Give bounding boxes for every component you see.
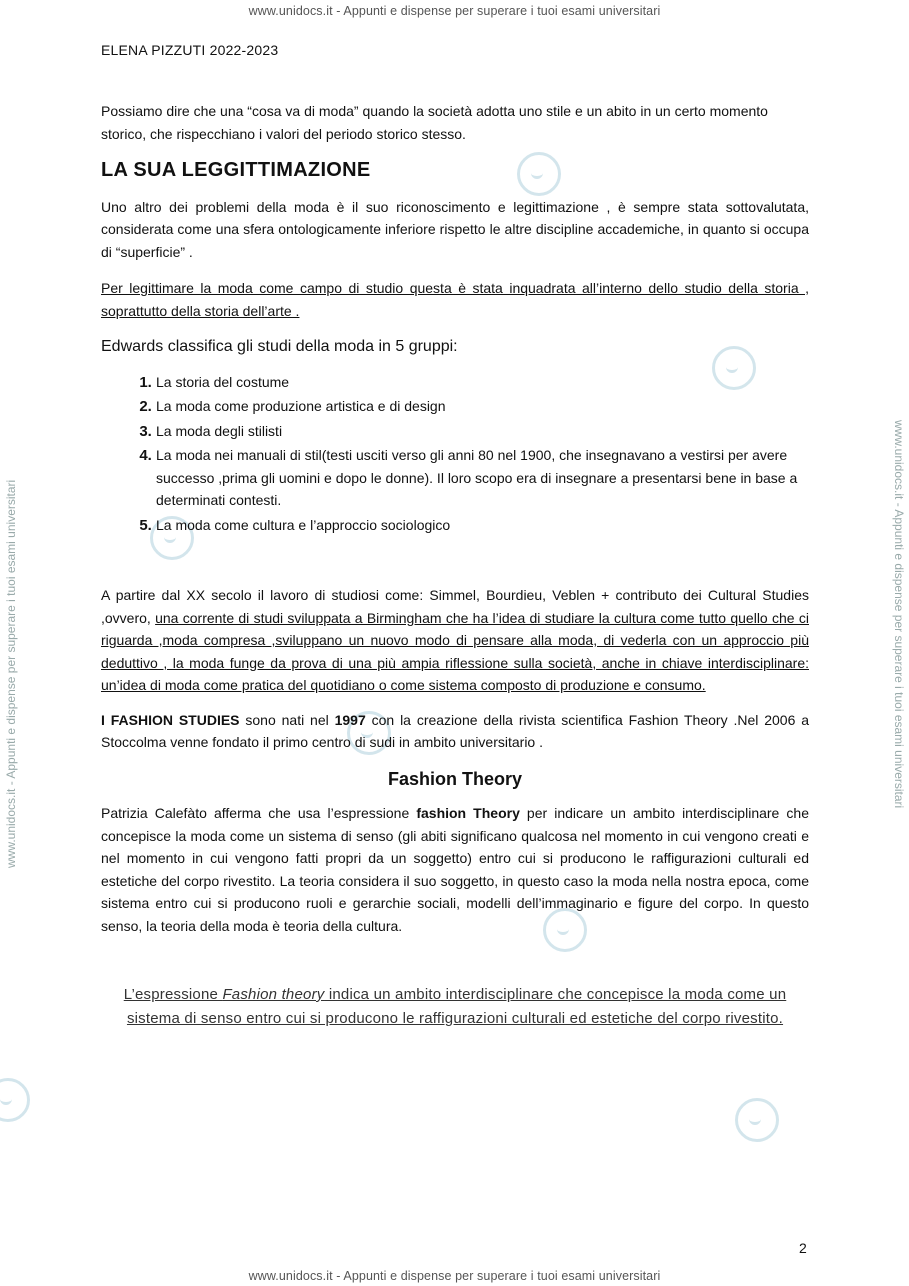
intro-paragraph: Possiamo dire che una “cosa va di moda” quando la società adotta uno stile e un abito in un certo momento storico, che rispecchiano i valori del periodo storico stesso.: [101, 103, 768, 142]
unidocs-logo-icon: [0, 1078, 30, 1122]
cultural-studies-underlined: una corrente di studi sviluppata a Birmingham che ha l’idea di studiare la cultura come tutto quello che ci riguarda ,moda compresa ,sviluppano un nuovo modo di pensare alla moda, di vederla con un approccio più deduttivo , la moda funge da prova di una più ampia riflessione sulla società, anche in chiave interdisciplinare: un’idea di moda come pratica del quotidiano o come sistema composto di produzione e consumo.: [101, 609, 809, 693]
watermark-left: www.unidocs.it - Appunti e dispense per superare i tuoi esami universitari: [4, 479, 18, 868]
page-content: [101, 100, 809, 1031]
quote-text: L’espressione: [123, 986, 223, 1003]
document-header: ELENA PIZZUTI 2022-2023: [101, 42, 279, 58]
section-heading-fashion-theory: Fashion Theory: [387, 768, 522, 789]
cultural-studies-paragraph: [101, 584, 809, 697]
page-number: 2: [799, 1240, 807, 1256]
unidocs-logo-icon: [735, 1098, 779, 1142]
fashion-studies-paragraph: [101, 709, 809, 754]
theory-text: Patrizia Calefàto afferma che usa l’espressione: [101, 805, 417, 821]
watermark-right: www.unidocs.it - Appunti e dispense per superare i tuoi esami universitari: [892, 420, 906, 809]
list-item: 2. La moda come produzione artistica e di design: [156, 395, 809, 418]
quote-italic: Fashion theory: [222, 986, 325, 1003]
watermark-bottom: www.unidocs.it - Appunti e dispense per superare i tuoi esami universitari: [248, 1269, 661, 1283]
underlined-paragraph: Per legittimare la moda come campo di studio questa è stata inquadrata all’interno dello studio della storia , soprattutto della storia dell’arte .: [101, 280, 809, 319]
fashion-studies-text: sono nati nel: [239, 711, 335, 728]
year-bold: 1997: [334, 711, 366, 728]
fashion-studies-text-2: con la creazione della rivista scientifica Fashion Theory .Nel 2006 a Stoccolma venne fondato il primo centro di sudi in ambito universitario .: [101, 711, 810, 750]
list-item: 1. La storia del costume: [156, 371, 809, 394]
list-item: 5. La moda come cultura e l’approccio sociologico: [156, 514, 809, 537]
quote-text-2: indica un ambito interdisciplinare che concepisce la moda come un sistema di senso entro cui si producono le raffigurazioni culturali ed estetiche del corpo rivestito.: [126, 986, 787, 1027]
fashion-theory-paragraph: [101, 802, 809, 937]
watermark-top: www.unidocs.it - Appunti e dispense per superare i tuoi esami universitari: [248, 4, 661, 18]
section-heading-legittimazione: LA SUA LEGGITTIMAZIONE: [101, 159, 371, 181]
theory-bold: fashion Theory: [416, 805, 520, 821]
list-item: 4. La moda nei manuali di stil(testi usciti verso gli anni 80 nel 1900, che insegnavano a vestirsi per avere successo ,prima gli uomini e dopo le donne). Il loro scopo era di insegnare a presentarsi bene in base a determinati contesti.: [156, 444, 809, 512]
edwards-intro: Edwards classifica gli studi della moda in 5 gruppi:: [101, 338, 458, 355]
edwards-groups-list: [101, 371, 809, 537]
legitimation-paragraph: Uno altro dei problemi della moda è il suo riconoscimento e legittimazione , è sempre stata sottovalutata, considerata come una sfera ontologicamente inferiore rispetto le altre discipline accademiche, in quanto si occupa di “superficie” .: [101, 198, 809, 260]
theory-text-2: per indicare un ambito interdisciplinare che concepisce la moda come un sistema di senso (gli abiti significano qualcosa nel momento in cui vengono creati e nel momento in cui vengono fatti propri da un soggetto) entro cui si producono le raffigurazioni culturali ed estetiche del corpo rivestito. La teoria considera il suo soggetto, in questo caso la moda nella nostra epoca, come sistema entro cui si producono ruoli e gerarchie sociali, modelli dell’immaginario e figure del corpo. In questo senso, la teoria della moda è teoria della cultura.: [101, 805, 809, 934]
fashion-studies-bold: I FASHION STUDIES: [101, 711, 240, 728]
definition-quote: [107, 983, 803, 1031]
cultural-studies-text: A partire dal XX secolo il lavoro di studiosi come: Simmel, Bourdieu, Veblen + contributo dei Cultural Studies ,ovvero,: [101, 587, 809, 626]
list-item: 3. La moda degli stilisti: [156, 420, 809, 443]
